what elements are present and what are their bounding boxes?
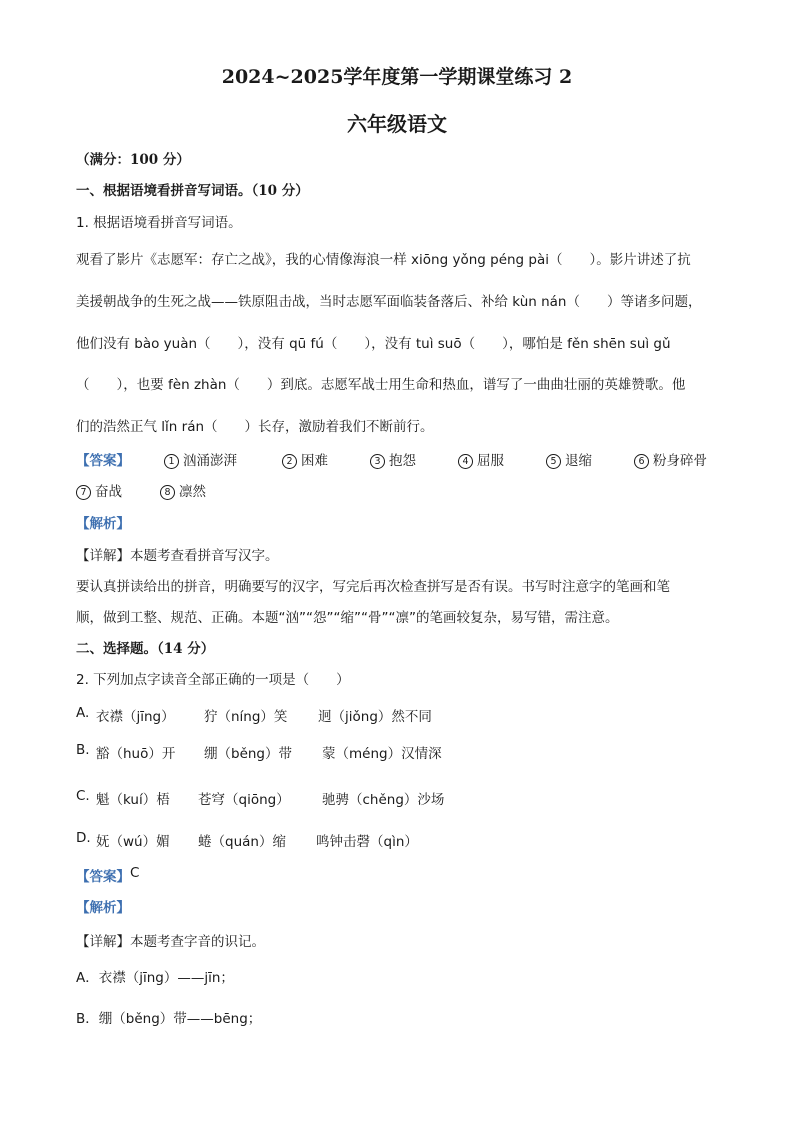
detail-line: 要认真拼读给出的拼音，明确要写的汉字，写完后再次检查拼写是否有误。书写时注意字的笔画和笔: [76, 579, 670, 595]
answer-text: 屈服: [477, 453, 504, 469]
answer-text: 汹涌澎湃: [183, 453, 237, 469]
answer-text: 退缩: [565, 453, 592, 469]
answer-text: 奋战: [95, 484, 122, 500]
answer-item: [76, 480, 122, 500]
option-term: 鸣钟击磬（qìn）: [316, 834, 418, 850]
answer-label: 【答案】: [76, 869, 130, 885]
answer-item: [370, 449, 416, 469]
option-label: A.: [76, 705, 90, 721]
answer-text: 凛然: [179, 484, 206, 500]
option-label: B.: [76, 742, 90, 758]
option-term: 驰骋（chěng）沙场: [322, 792, 445, 808]
passage-line-1: 观看了影片《志愿军：存亡之战》，我的心情像海浪一样 xiōng yǒng péng pài（ ）。影片讲述了抗: [76, 252, 691, 268]
circled-number: 5: [546, 454, 561, 469]
passage-line-3: 他们没有 bào yuàn（ ），没有 qū fú（ ），没有 tuì suō（ ），哪怕是 fěn shēn suì gǔ: [76, 336, 671, 352]
detail-line: A．衣襟（jīng）——jīn；: [76, 970, 234, 986]
section-1-heading: 一、根据语境看拼音写词语。（10 分）: [76, 183, 309, 199]
answer-item: [164, 449, 237, 469]
option-term: 妩（wú）媚: [96, 834, 170, 850]
option-label: C.: [76, 788, 90, 804]
answer-item: [282, 449, 328, 469]
answer-2: [76, 865, 276, 885]
circled-number: 6: [634, 454, 649, 469]
option-a: [76, 705, 576, 725]
section-2-heading: 二、选择题。（14 分）: [76, 641, 215, 657]
option-term: 衣襟（jīng）: [96, 709, 175, 725]
passage-line-2: 美援朝战争的生死之战——铁原阻击战，当时志愿军面临装备落后、补给 kùn nán（ ）等诸多问题，: [76, 294, 702, 310]
detail-line: 【详解】本题考查看拼音写汉字。: [76, 548, 279, 564]
full-score: （满分：100 分）: [76, 152, 190, 168]
answer-item: [546, 449, 592, 469]
circled-number: 7: [76, 485, 91, 500]
option-d: [76, 830, 576, 850]
answer-value: C: [130, 865, 140, 881]
detail-line: B．绷（běng）带——bēng；: [76, 1011, 262, 1027]
option-term: 狞（níng）笑: [204, 709, 288, 725]
circled-number: 2: [282, 454, 297, 469]
subject-title: 六年级语文: [347, 112, 447, 136]
circled-number: 8: [160, 485, 175, 500]
answer-row-1: [76, 449, 736, 469]
question-1: 1. 根据语境看拼音写词语。: [76, 215, 242, 231]
option-term: 蒙（méng）汉情深: [322, 746, 442, 762]
detail-line: 顺，做到工整、规范、正确。本题“汹”“怨”“缩”“骨”“凛”的笔画较复杂，易写错，需注意。: [76, 610, 619, 626]
option-term: 迥（jiǒng）然不同: [318, 709, 432, 725]
option-b: [76, 742, 576, 762]
option-term: 苍穹（qiōng）: [198, 792, 290, 808]
circled-number: 3: [370, 454, 385, 469]
detail-line: 【详解】本题考查字音的识记。: [76, 934, 265, 950]
answer-text: 困难: [301, 453, 328, 469]
passage-line-5: 们的浩然正气 lǐn rán（ ）长存，激励着我们不断前行。: [76, 419, 434, 435]
option-term: 豁（huō）开: [96, 746, 176, 762]
answer-label: 【答案】: [76, 453, 130, 469]
exam-title: 2024~2025学年度第一学期课堂练习 2: [221, 66, 573, 88]
option-label: D.: [76, 830, 91, 846]
option-term: 魁（kuí）梧: [96, 792, 170, 808]
answer-item: [458, 449, 504, 469]
answer-text: 粉身碎骨: [653, 453, 707, 469]
answer-text: 抱怨: [389, 453, 416, 469]
option-c: [76, 788, 576, 808]
circled-number: 1: [164, 454, 179, 469]
option-term: 绷（běng）带: [204, 746, 293, 762]
answer-row-2: [76, 480, 376, 500]
answer-item: [634, 449, 707, 469]
option-term: 蜷（quán）缩: [198, 834, 286, 850]
circled-number: 4: [458, 454, 473, 469]
analysis-label: 【解析】: [76, 516, 130, 532]
answer-item: [160, 480, 206, 500]
passage-line-4: （ ），也要 fèn zhàn（ ）到底。志愿军战士用生命和热血，谱写了一曲曲壮丽的英雄赞歌。他: [76, 377, 686, 393]
analysis-label: 【解析】: [76, 900, 130, 916]
question-2: 2. 下列加点字读音全部正确的一项是（ ）: [76, 672, 350, 688]
